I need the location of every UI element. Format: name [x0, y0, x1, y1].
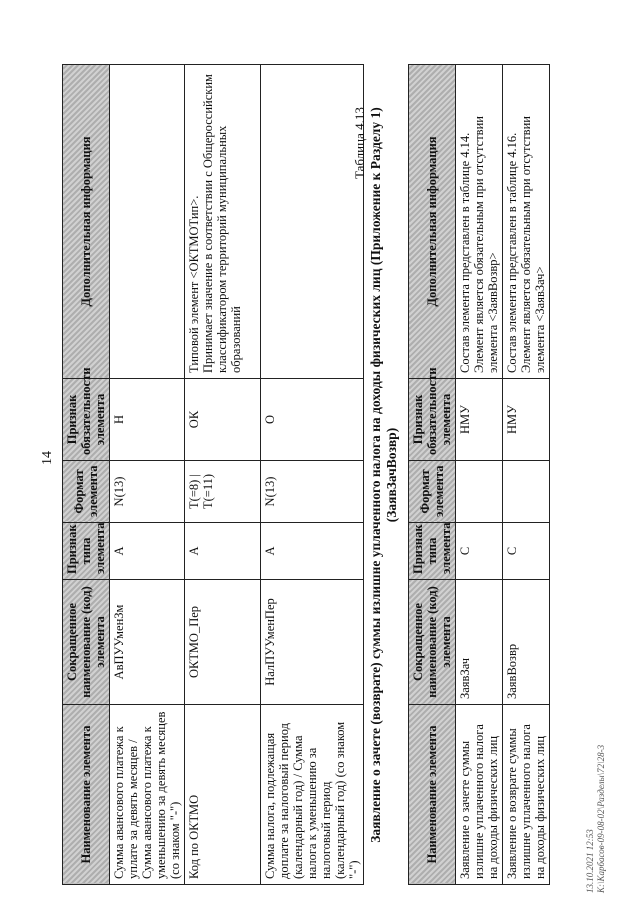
table-row — [185, 65, 261, 885]
cell-name: Код по ОКТМО — [185, 705, 261, 885]
header-required: Признак обязательности элемента — [409, 379, 456, 461]
cell-info — [110, 65, 185, 379]
cell-required: Н — [110, 379, 185, 461]
cell-format: N(13) — [261, 461, 364, 523]
cell-required: НМУ — [456, 379, 503, 461]
cell-code: ЗаявВозвр — [503, 580, 550, 705]
table-number: Таблица 4.13 — [352, 107, 367, 179]
table-header-row — [409, 65, 456, 885]
header-info: Дополнительная информация — [63, 65, 110, 379]
cell-required: ОК — [185, 379, 261, 461]
cell-code: АвПУУменЗм — [110, 580, 185, 705]
header-short-name: Сокращенное наименование (код) элемента — [63, 580, 110, 705]
cell-type: А — [261, 523, 364, 580]
cell-info — [261, 65, 364, 379]
cell-type: С — [456, 523, 503, 580]
cell-format — [456, 461, 503, 523]
page-number: 14 — [40, 451, 55, 465]
table-zayav-zach-vozvr — [408, 64, 550, 885]
cell-info: Состав элемента представлен в таблице 4.16. Элемент является обязательным при отсутствии элемента <ЗаявЗач> — [503, 65, 550, 379]
cell-required: О — [261, 379, 364, 461]
cell-code: НалПУУменПер — [261, 580, 364, 705]
cell-type: А — [185, 523, 261, 580]
cell-format: T(=8) | T(=11) — [185, 461, 261, 523]
cell-info: Состав элемента представлен в таблице 4.14. Элемент является обязательным при отсутствии элемента <ЗаявВозвр> — [456, 65, 503, 379]
header-format: Формат элемента — [63, 461, 110, 523]
cell-code: ОКТМО_Пер — [185, 580, 261, 705]
header-info: Дополнительная информация — [409, 65, 456, 379]
table-header-row — [63, 65, 110, 885]
stamp-line: 13.10.2021 12:53 — [585, 829, 595, 893]
cell-name: Заявление о возврате суммы излишне уплаченного налога на доходы физических лиц — [503, 705, 550, 885]
table-row — [110, 65, 185, 885]
table-title: Заявление о зачете (возврате) суммы излишне уплаченного налога на доходы физических лиц (Приложение к Разделу 1) (ЗаявЗачВозвр) — [368, 107, 399, 843]
cell-format — [503, 461, 550, 523]
cell-type: А — [110, 523, 185, 580]
header-name: Наименование элемента — [63, 705, 110, 885]
cell-name: Заявление о зачете суммы излишне уплаченного налога на доходы физических лиц — [456, 705, 503, 885]
cell-format: N(13) — [110, 461, 185, 523]
header-required: Признак обязательности элемента — [63, 379, 110, 461]
cell-info: Типовой элемент <ОКТМОТип>. Принимает значение в соответствии с Общероссийским классификатором территорий муниципальных образований — [185, 65, 261, 379]
table-row — [503, 65, 550, 885]
cell-type: С — [503, 523, 550, 580]
header-short-name: Сокращенное наименование (код) элемента — [409, 580, 456, 705]
stamp-line: К:\Карбасов-09-08-02\Разделы\72\28-3 — [596, 744, 606, 893]
print-stamp — [585, 745, 607, 893]
header-name: Наименование элемента — [409, 705, 456, 885]
cell-name: Сумма налога, подлежащая доплате за налоговый период (календарный год) / Сумма налога к уменьшению за налоговый период (календарный год) (со знаком "-") — [261, 705, 364, 885]
header-type: Признак типа элемента — [63, 523, 110, 580]
cell-name: Сумма авансового платежа к уплате за девять месяцев / Сумма авансового платежа к уменьшению за девять месяцев (со знаком "-") — [110, 705, 185, 885]
header-type: Признак типа элемента — [409, 523, 456, 580]
table-row — [261, 65, 364, 885]
table-elements-continued — [62, 64, 364, 885]
cell-code: ЗаявЗач — [456, 580, 503, 705]
cell-required: НМУ — [503, 379, 550, 461]
table-row — [456, 65, 503, 885]
header-format: Формат элемента — [409, 461, 456, 523]
